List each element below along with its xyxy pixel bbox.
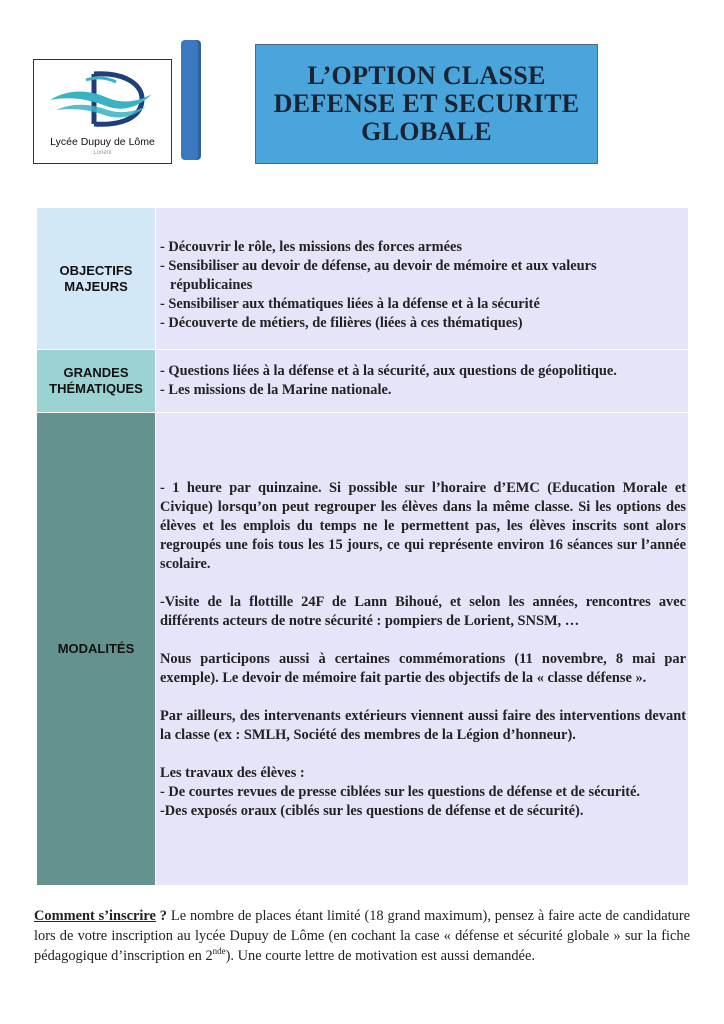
page-title-line2: DEFENSE ET SECURITE <box>273 89 580 118</box>
content-thematiques <box>156 350 689 413</box>
label-modalites: MODALITÉS <box>37 413 156 886</box>
registration-superscript: nde <box>212 946 226 957</box>
list-item: - Découvrir le rôle, les missions des forces armées <box>160 239 462 255</box>
registration-question-mark: ? <box>155 908 168 924</box>
list-item: - Questions liées à la défense et à la sécurité, aux questions de géopolitique. <box>160 363 617 379</box>
school-logo <box>33 59 172 164</box>
list-item: -Des exposés oraux (ciblés sur les questions de défense et de sécurité). <box>160 803 584 819</box>
paragraph-commemorations: Nous participons aussi à certaines commémorations (11 novembre, 8 mai par exemple). Le devoir de mémoire fait partie des objectifs de la « classe défense ». <box>160 651 686 686</box>
decorative-bar <box>181 40 201 160</box>
logo-emblem-icon <box>46 66 158 134</box>
label-thematiques-line2: THÉMATIQUES <box>49 381 143 396</box>
page-title-line3: GLOBALE <box>361 117 492 146</box>
travaux-title: Les travaux des élèves : <box>160 765 305 781</box>
logo-school-name: Lycée Dupuy de Lôme <box>50 136 155 148</box>
list-item: - Les missions de la Marine nationale. <box>160 382 392 398</box>
registration-heading: Comment s’inscrire <box>34 908 156 924</box>
label-thematiques-line1: GRANDES <box>63 365 129 380</box>
label-objectifs-line1: OBJECTIFS <box>59 262 133 278</box>
label-objectifs <box>37 208 156 350</box>
list-item: - Sensibiliser au devoir de défense, au devoir de mémoire et aux valeurs <box>160 258 597 274</box>
registration-text: Le nombre de places étant limité (18 grand maximum), pensez à faire acte de candidature lors de votre inscription au lycée Dupuy de Lôme (en cochant la case « défense et sécurité globale » sur la fiche pédagogique d’inscription en 2 <box>34 908 691 964</box>
paragraph-travaux <box>160 764 686 821</box>
list-item: - Sensibiliser aux thématiques liées à la défense et à la sécurité <box>160 296 540 312</box>
list-item: - De courtes revues de presse ciblées sur les questions de défense et de sécurité. <box>160 784 641 800</box>
paragraph-visite: -Visite de la flottille 24F de Lann Bihoué, et selon les années, rencontres avec différents acteurs de notre sécurité : pompiers de Lorient, SNSM, … <box>160 594 686 629</box>
page-title-line1: L’OPTION CLASSE <box>307 61 546 90</box>
label-thematiques <box>37 350 156 413</box>
logo-city: Lorient <box>93 150 112 156</box>
paragraph-horaire: - 1 heure par quinzaine. Si possible sur l’horaire d’EMC (Education Morale et Civique) lorsqu’on peut regrouper les élèves dans la même classe. Si les options des élèves et les emplois du temps ne le permettent pas, les élèves inscrits sont alors regroupés une fois tous les 15 jours, ce qui représente environ 16 séances sur l’année scolaire. <box>160 480 686 572</box>
info-table <box>36 207 689 886</box>
page-title-box <box>255 44 598 164</box>
content-objectifs <box>156 208 689 350</box>
registration-paragraph <box>34 906 690 966</box>
paragraph-intervenants: Par ailleurs, des intervenants extérieurs viennent aussi faire des interventions devant la classe (ex : SMLH, Société des membres de la Légion d’honneur). <box>160 708 686 743</box>
table-row-objectifs <box>37 208 689 350</box>
label-objectifs-line2: MAJEURS <box>64 278 128 294</box>
list-item: - Découverte de métiers, de filières (liées à ces thématiques) <box>160 315 523 331</box>
table-row-thematiques <box>37 350 689 413</box>
list-item: républicaines <box>170 277 253 293</box>
table-row-modalites <box>37 413 689 886</box>
content-modalites <box>156 413 689 886</box>
registration-text-end: ). Une courte lettre de motivation est aussi demandée. <box>225 948 535 964</box>
